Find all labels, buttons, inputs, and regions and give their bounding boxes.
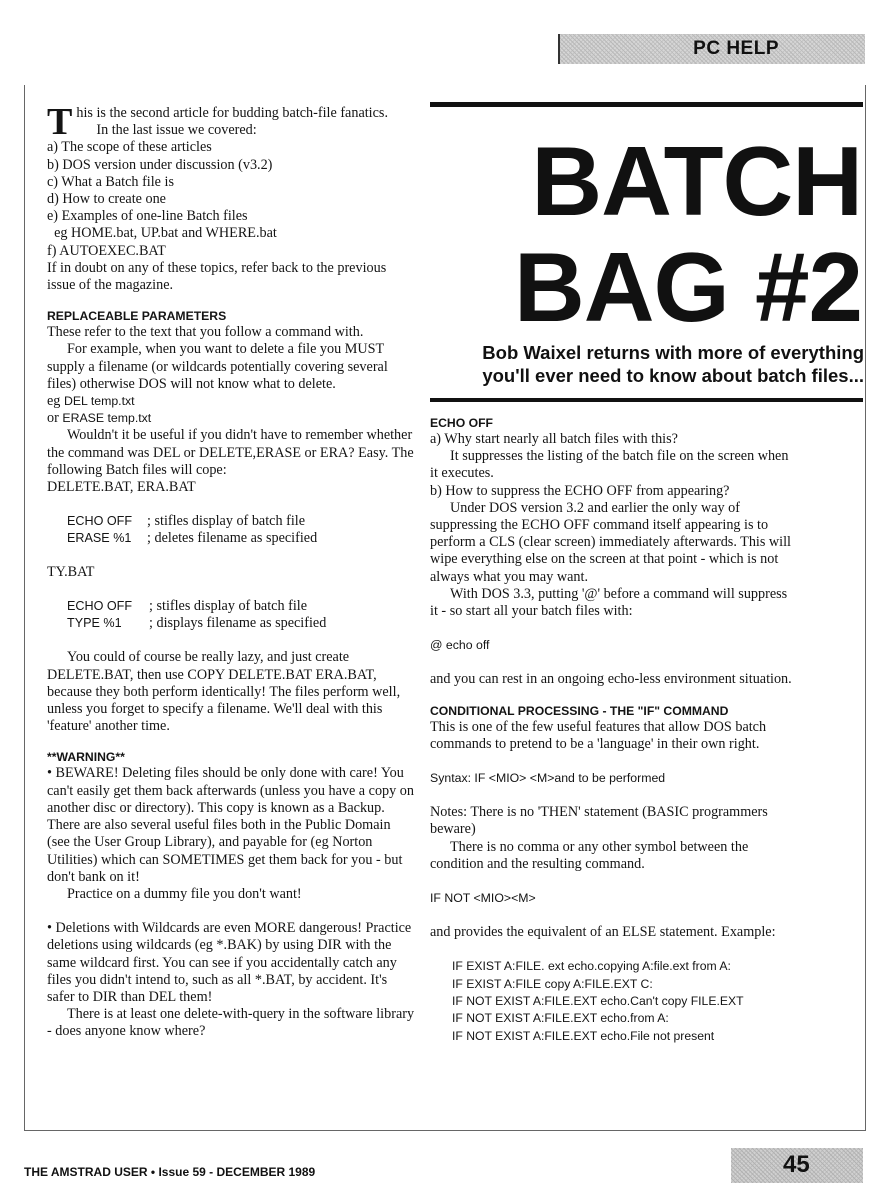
covered-item: a) The scope of these articles (47, 139, 212, 156)
covered-item: b) DOS version under discussion (v3.2) (47, 156, 273, 173)
code-line: TYPE %1 ; displays filename as specified (67, 615, 327, 632)
article-title (430, 128, 862, 340)
title-line-2: BAG #2 (513, 232, 862, 342)
replaceable-parameters-heading: REPLACEABLE PARAMETERS (47, 309, 227, 324)
or-erase-line: or ERASE temp.txt (47, 410, 152, 427)
eg-del-line: eg DEL temp.txt (47, 393, 135, 410)
page-number-box (731, 1148, 863, 1183)
syntax-line: Syntax: IF <MIO> <M>and to be performed (430, 771, 666, 786)
replaceable-p1: These refer to the text that you follow a command with. (47, 324, 364, 341)
ongoing-paragraph: and you can rest in an ongoing echo-less environment situation. (430, 671, 792, 688)
code-line: ECHO OFF ; stifles display of batch file (67, 513, 305, 530)
echo-off-heading: ECHO OFF (430, 416, 493, 430)
if-in-doubt-text: If in doubt on any of these topics, refer back to the previous issue of the magazine. (47, 259, 387, 294)
else-paragraph: and provides the equivalent of an ELSE statement. Example: (430, 924, 776, 941)
code-block-type (47, 598, 415, 632)
replaceable-p2: For example, when you want to delete a file you MUST supply a filename (or wildcards potentially covering several files) otherwise DOS will not know what to delete. (47, 341, 388, 392)
code-block-delete (47, 513, 415, 547)
practice-line: Practice on a dummy file you don't want! (67, 885, 302, 902)
echo-question-a: a) Why start nearly all batch files with this? (430, 431, 678, 447)
if-not-code: IF NOT <MIO><M> (430, 891, 536, 906)
last-issue-text: In the last issue we covered: (96, 122, 257, 139)
no-comma-paragraph: There is no comma or any other symbol between the condition and the resulting command. (430, 838, 749, 872)
covered-item: f) AUTOEXEC.BAT (47, 242, 166, 259)
footer-separator: • (150, 1165, 156, 1179)
dos33-paragraph: With DOS 3.3, putting '@' before a command will suppress it - so start all your batch files with: (430, 585, 788, 620)
section-tab-label: PC HELP (693, 38, 779, 59)
warning-heading: **WARNING** (47, 750, 125, 765)
example-code-block (430, 958, 796, 1044)
intro-paragraph: This is the second article for budding batch-file fanatics. (47, 101, 388, 143)
title-line-1: BATCH (531, 126, 862, 236)
covered-item: d) How to create one (47, 191, 166, 208)
echo-question-b: b) How to suppress the ECHO OFF from appearing? (430, 482, 730, 499)
beware-paragraph: • BEWARE! Deleting files should be only done with care! You can't easily get them back afterwards (unless you have a copy on another disc or directory). This copy is known as a Backup. There are also several useful files both in the Public Domain (see the User Group Library), and payable for (eg Norton Utilities) which can SOMETIMES get them back for you - but don't bank on it! (47, 765, 414, 885)
left-column (47, 101, 415, 1041)
title-top-rule (430, 102, 863, 107)
notes-paragraph: Notes: There is no 'THEN' statement (BASIC programmers beware) (430, 804, 768, 838)
article-subtitle: Bob Waixel returns with more of everything you'll ever need to know about batch files... (482, 342, 864, 386)
example-line: IF EXIST A:FILE copy A:FILE.EXT C: (452, 976, 653, 991)
query-paragraph: There is at least one delete-with-query in the software library - does anyone know where? (47, 1006, 415, 1040)
subtitle-rule (430, 398, 863, 402)
publication-name: THE AMSTRAD USER (24, 1165, 148, 1179)
conditional-paragraph: This is one of the few useful features that allow DOS batch commands to pretend to be a 'language' in their own right. (430, 718, 767, 752)
covered-item: e) Examples of one-line Batch files (47, 208, 248, 225)
covered-item: c) What a Batch file is (47, 173, 174, 190)
section-tab (558, 34, 865, 64)
wildcards-paragraph: • Deletions with Wildcards are even MORE dangerous! Practice deletions using wildcards (eg *.BAK) by using DIR with the same wildcard first. You can see if you accidentally catch any files you didn't intend to, such as all *.BAT, by accident. It's safer to DIR than DEL them! (47, 920, 412, 1005)
issue-info: Issue 59 - DECEMBER 1989 (158, 1165, 316, 1179)
right-column (430, 415, 796, 1045)
covered-item: eg HOME.bat, UP.bat and WHERE.bat (47, 225, 277, 242)
example-line: IF NOT EXIST A:FILE.EXT echo.File not present (452, 1028, 715, 1043)
ty-bat-label: TY.BAT (47, 564, 95, 581)
footer (24, 1165, 315, 1179)
page-number: 45 (783, 1151, 810, 1178)
code-line: ERASE %1 ; deletes filename as specified (67, 530, 318, 547)
at-echo-off-code: @ echo off (430, 638, 490, 653)
example-line: IF NOT EXIST A:FILE.EXT echo.from A: (452, 1011, 669, 1026)
drop-cap: T (47, 101, 73, 143)
echo-answer-a: It suppresses the listing of the batch file on the screen when it executes. (430, 448, 789, 482)
example-line: IF EXIST A:FILE. ext echo.copying A:file.ext from A: (452, 959, 731, 974)
wouldnt-paragraph: Wouldn't it be useful if you didn't have to remember whether the command was DEL or DELETE,ERASE or ERA? Easy. The following Batch files will cope: (47, 427, 414, 478)
echo-answer-b: Under DOS version 3.2 and earlier the only way of suppressing the ECHO OFF command itself appearing is to perform a CLS (clear screen) immediately afterwards. This will wipe everything else on the screen at that point - which is not always what you may want. (430, 499, 791, 585)
code-line: ECHO OFF ; stifles display of batch file (67, 598, 307, 615)
conditional-processing-heading: CONDITIONAL PROCESSING - THE "IF" COMMAND (430, 703, 729, 718)
batch-file-names: DELETE.BAT, ERA.BAT (47, 479, 196, 496)
example-line: IF NOT EXIST A:FILE.EXT echo.Can't copy FILE.EXT (452, 994, 744, 1009)
lazy-paragraph: You could of course be really lazy, and just create DELETE.BAT, then use COPY DELETE.BAT ERA.BAT, because they both perform identically! The files perform well, unless you forget to specify a filename. We'll deal with this 'feature' another time. (47, 649, 401, 735)
